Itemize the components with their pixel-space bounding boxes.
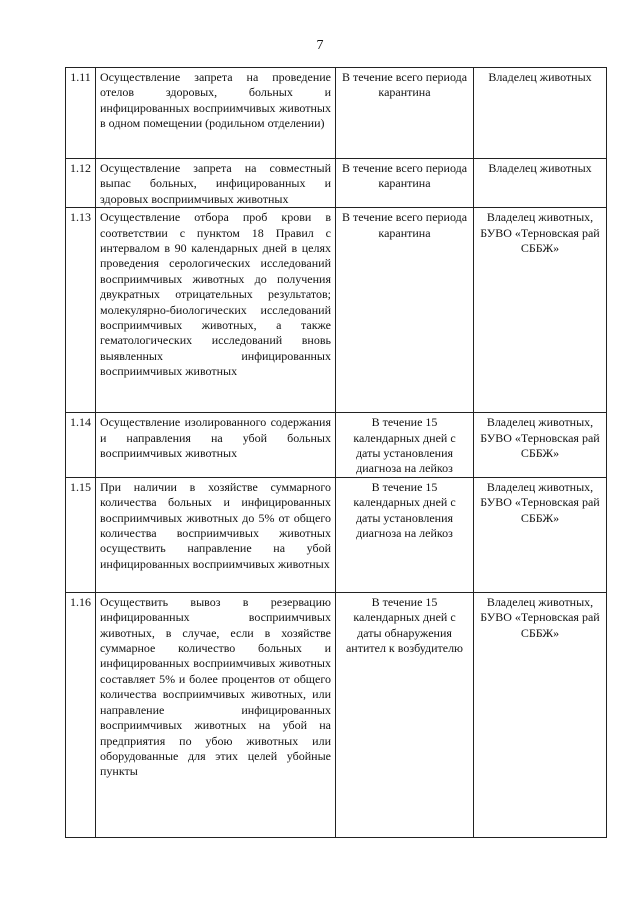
action-cell: Осуществление запрета на проведение отелов здоровых, больных и инфицированных восприимчивых животных в одном помещении (родильном отделении) <box>96 68 336 159</box>
term-cell: В течение 15 календарных дней с даты установления диагноза на лейкоз <box>336 413 474 478</box>
responsible-cell: Владелец животных, БУВО «Терновская рай СББЖ» <box>474 592 607 837</box>
term-cell: В течение всего периода карантина <box>336 68 474 159</box>
action-cell: Осуществление отбора проб крови в соответствии с пунктом 18 Правил с интервалом в 90 календарных дней в целях проведения серологических исследований восприимчивых животных до получения двукратных отрицательных результатов; молекулярно-биологических исследований восприимчивых животных, а также гематологических исследований вновь выявленных инфицированных восприимчивых животных <box>96 208 336 413</box>
term-cell: В течение 15 календарных дней с даты обнаружения антител к возбудителю <box>336 592 474 837</box>
row-number: 1.15 <box>66 477 96 592</box>
table-row <box>66 159 607 208</box>
table-row <box>66 68 607 159</box>
table-row <box>66 592 607 837</box>
row-number: 1.11 <box>66 68 96 159</box>
responsible-cell: Владелец животных, БУВО «Терновская рай СББЖ» <box>474 208 607 413</box>
action-cell: Осуществить вывоз в резервацию инфицированных восприимчивых животных, в случае, если в хозяйстве суммарное количество больных и инфицированных восприимчивых животных составляет 5% и более процентов от общего количества восприимчивых животных, или направление инфицированных восприимчивых животных на убой на предприятия по убою животных или оборудованные для этих целей убойные пункты <box>96 592 336 837</box>
responsible-cell: Владелец животных <box>474 68 607 159</box>
row-number: 1.12 <box>66 159 96 208</box>
term-cell: В течение 15 календарных дней с даты установления диагноза на лейкоз <box>336 477 474 592</box>
action-cell: При наличии в хозяйстве суммарного количества больных и инфицированных восприимчивых животных до 5% от общего количества восприимчивых животных осуществить направление на убой инфицированных восприимчивых животных <box>96 477 336 592</box>
responsible-cell: Владелец животных, БУВО «Терновская рай СББЖ» <box>474 413 607 478</box>
action-cell: Осуществление запрета на совместный выпас больных, инфицированных и здоровых восприимчивых животных <box>96 159 336 208</box>
measures-table <box>65 67 607 838</box>
action-cell: Осуществление изолированного содержания и направления на убой больных восприимчивых животных <box>96 413 336 478</box>
row-number: 1.16 <box>66 592 96 837</box>
row-number: 1.14 <box>66 413 96 478</box>
responsible-cell: Владелец животных, БУВО «Терновская рай СББЖ» <box>474 477 607 592</box>
term-cell: В течение всего периода карантина <box>336 159 474 208</box>
table-row <box>66 477 607 592</box>
page-number: 7 <box>316 38 324 53</box>
term-cell: В течение всего периода карантина <box>336 208 474 413</box>
table-row <box>66 208 607 413</box>
table-row <box>66 413 607 478</box>
row-number: 1.13 <box>66 208 96 413</box>
responsible-cell: Владелец животных <box>474 159 607 208</box>
